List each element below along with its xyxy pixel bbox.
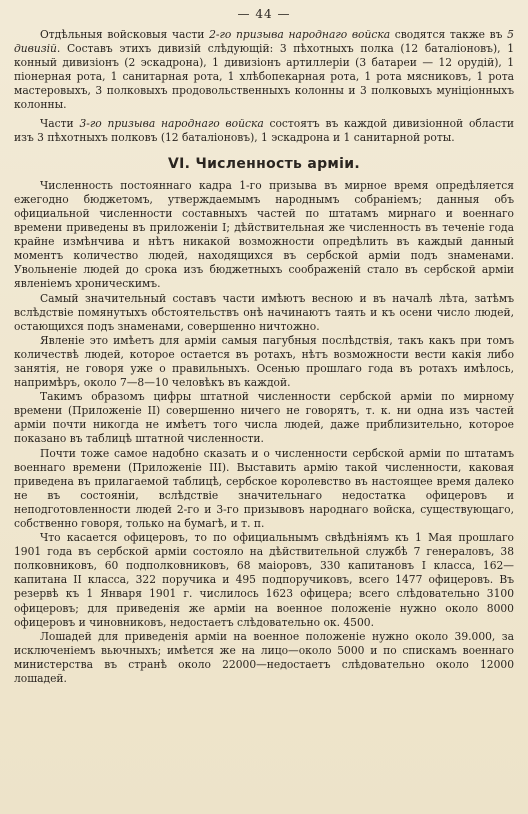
intro-emphasis: 5 дивизій bbox=[14, 28, 514, 56]
page-number: — 44 — bbox=[237, 7, 291, 21]
intro-text: Части bbox=[40, 116, 80, 130]
body-paragraph: Лошадей для приведенія арміи на военное положеніе нужно около 39.000, за исключеніемъ вьючныхъ; имѣется же на лицо—около 5000 и по спискамъ военнаго министерства въ странѣ около 22000—недостаетъ слѣдовательно около 12000 лошадей. bbox=[14, 629, 514, 686]
intro-text: . Составъ этихъ дивизій слѣдующій: 3 пѣхотныхъ полка (12 баталіоновъ), 1 конный дивизіонъ (2 эскадрона), 1 дивизіонъ артиллеріи (3 батареи — 12 орудій), 1 піонерная рота, 1 санитарная рота, 1 хлѣбопекарная рота, 1 рота мясниковъ, 1 рота мастеровыхъ, 3 полковыхъ продовольственныхъ колонны и 3 полковыхъ мунiціонныхъ колонны. bbox=[14, 42, 514, 112]
body-paragraph: Что касается офицеровъ, то по официальнымъ свѣдѣніямъ къ 1 Мая прошлаго 1901 года въ сербской арміи состояло на дѣйствительной службѣ 7 генераловъ, 38 полковниковъ, 60 подполковниковъ, 68 маіоровъ, 330 капитановъ I класса, 162—капитана II класса, 322 поручика и 495 подпоручиковъ, всего 1477 офицеровъ. Въ резервѣ къ 1 Января 1901 г. числилось 1623 офицера; всего слѣдовательно 3100 офицеровъ; для приведенія же арміи на военное положеніе нужно около 8000 офицеровъ и чиновниковъ, недостаетъ слѣдовательно ок. 4500. bbox=[14, 531, 514, 629]
intro-paragraph-1 bbox=[14, 28, 514, 113]
intro-text: состоятъ въ каждой дивизіонной области изъ 3 пѣхотныхъ полковъ (12 баталіоновъ), 1 эскадрона и 1 санитарной роты. bbox=[14, 116, 514, 144]
intro-emphasis: 2-го призыва народнаго войска bbox=[209, 28, 391, 41]
intro-paragraph-2 bbox=[14, 117, 514, 145]
intro-emphasis: 3-го призыва народнаго войска bbox=[79, 116, 264, 130]
body-paragraph: Явленіе это имѣетъ для арміи самыя пагубныя послѣдствія, такъ какъ при томъ количествѣ людей, которое остается въ ротахъ, нѣтъ возможности вести какія либо занятія, не говоря уже о правильныхъ. Осенью прошлаго года въ ротахъ имѣлось, напримѣръ, около 7—8—10 человѣкъ въ каждой. bbox=[14, 333, 514, 390]
body-paragraph: Почти тоже самое надобно сказать и о численности сербской арміи по штатамъ военнаго времени (Приложеніе III). Выставить армію такой численности, каковая приведена въ прилагаемой таблицѣ, сербское королевство въ настоящее время далеко не въ состояніи, вслѣдствіе значительнаго недостатка офицеровъ и неподготовленности людей 2-го и 3-го призывовъ народнаго войска, существующаго, собственно говоря, только на бумагѣ, и т. п. bbox=[14, 446, 514, 530]
body-paragraph: Такимъ образомъ цифры штатной численности сербской арміи по мирному времени (Приложеніе II) совершенно ничего не говорятъ, т. к. ни одна изъ частей арміи почти никогда не имѣетъ того числа людей, даже приблизительно, которое показано въ таблицѣ штатной численности. bbox=[14, 390, 514, 446]
section-heading: VI. Численность арміи. bbox=[168, 155, 360, 172]
intro-text: Отдѣльныя войсковыя части bbox=[40, 28, 210, 41]
intro-text: сводятся также въ bbox=[390, 28, 508, 41]
body-paragraph: Самый значительный составъ части имѣютъ весною и въ началѣ лѣта, затѣмъ вслѣдствіе помянутыхъ обстоятельствъ онѣ начинаютъ таять и къ осени число людей, остающихся подъ знаменами, совершенно ничтожно. bbox=[14, 291, 514, 333]
body-paragraph: Численность постояннаго кадра 1-го призыва въ мирное время опредѣляется ежегодно бюджетомъ, утверждаемымъ народнымъ собраніемъ; данныя объ официальной численности составныхъ частей по штатамъ мирнаго и военнаго времени приведены въ приложеніи I; дѣйствительная же численность въ теченіе года крайне измѣнчива и нѣтъ никакой возможности опредѣлить въ каждый данный моментъ количество людей, находящихся въ сербской арміи подъ знаменами. Увольненіе людей до срока изъ бюджетныхъ соображеній стало въ сербской арміи явленіемъ хроническимъ. bbox=[14, 178, 514, 291]
